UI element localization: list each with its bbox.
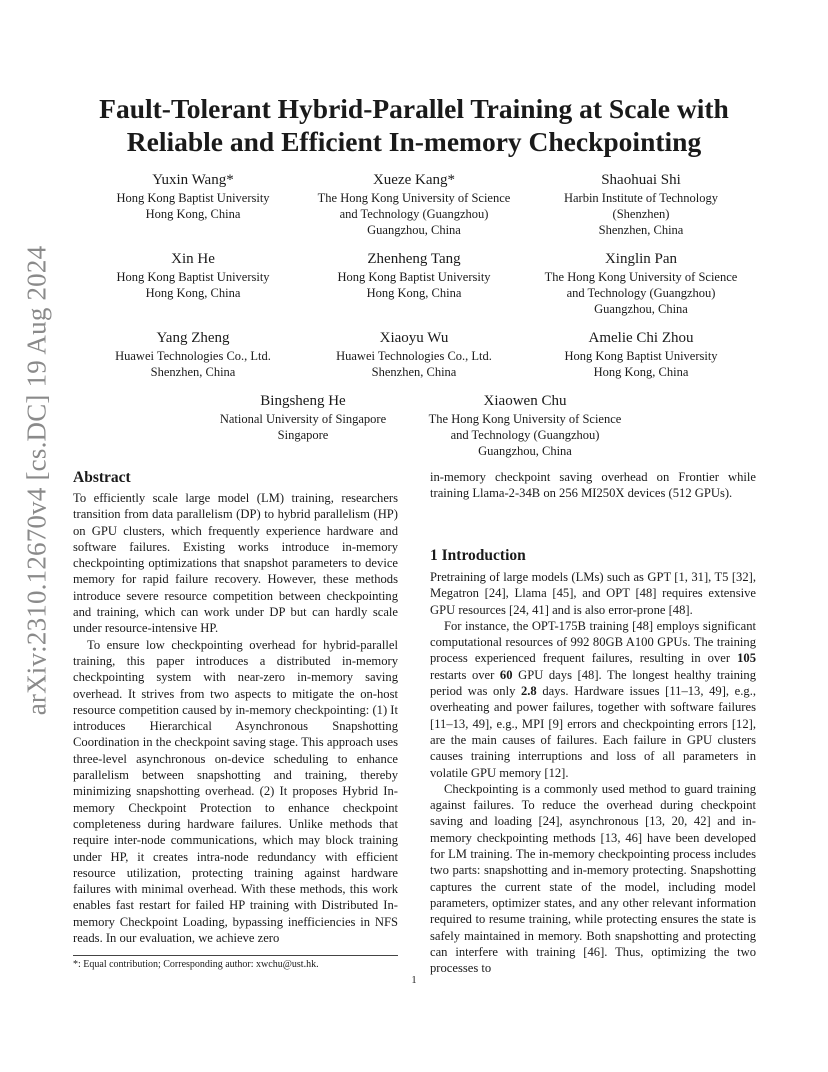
author-affiliation: Singapore [277, 428, 329, 443]
arxiv-identifier: arXiv:2310.12670v4 [cs.DC] 19 Aug 2024 [21, 245, 52, 715]
author-affiliation: Shenzhen, China [150, 365, 236, 380]
introduction-heading: 1 Introduction [430, 547, 526, 564]
author-name: Zhenheng Tang [367, 251, 461, 267]
author-affiliation: Shenzhen, China [371, 365, 457, 380]
author-affiliation: Hong Kong, China [145, 286, 241, 301]
author-affiliation: (Shenzhen) [612, 207, 670, 222]
abstract-paragraph: To efficiently scale large model (LM) training, researchers transition from data parallelism (DP) to hybrid parallelism (HP) on GPU clusters, which frequently experience hardware and software failures. Existing works introduce in-memory checkpointing optimizations that snapshot parameters to device memory for rapid failure recovery. However, these methods introduce severe resource competition between checkpointing and training, which can work under DP but can hardly scale under resource-intensive HP. [73, 491, 398, 636]
author-affiliation: The Hong Kong University of Science [428, 412, 622, 426]
author-name: Xin He [171, 251, 215, 267]
author-block [193, 392, 413, 443]
author-affiliation: Hong Kong, China [145, 207, 241, 222]
author-block [83, 329, 303, 380]
author-affiliation: and Technology (Guangzhou) [450, 428, 600, 443]
title-line: Fault-Tolerant Hybrid-Parallel Training at Scale with [99, 93, 729, 124]
author-affiliation: Harbin Institute of Technology [563, 191, 719, 205]
author-block [526, 329, 756, 380]
abstract-paragraph: in-memory checkpoint saving overhead on Frontier while training Llama-2-34B on 256 MI250X devices (512 GPUs). [430, 470, 756, 501]
author-block [83, 250, 303, 301]
author-affiliation: Hong Kong Baptist University [116, 270, 270, 284]
footnote-rule [73, 955, 398, 956]
author-block [410, 392, 640, 460]
author-name: Xinglin Pan [604, 251, 678, 267]
author-name: Amelie Chi Zhou [588, 330, 694, 346]
author-name: Shaohuai Shi [601, 172, 681, 188]
author-name: Yang Zheng [156, 330, 230, 346]
restart-count: 105 [737, 651, 756, 666]
healthy-days: 2.8 [520, 684, 537, 699]
author-affiliation: National University of Singapore [219, 412, 387, 426]
author-affiliation: Guangzhou, China [367, 223, 461, 238]
paper-title [60, 92, 768, 158]
author-name: Xiaowen Chu [483, 393, 567, 409]
introduction-section [430, 546, 756, 976]
author-affiliation: Hong Kong, China [593, 365, 689, 380]
footnote: *: Equal contribution; Corresponding author: xwchu@ust.hk. [73, 959, 319, 970]
author-affiliation: Shenzhen, China [598, 223, 684, 238]
author-affiliation: Huawei Technologies Co., Ltd. [115, 349, 271, 363]
abstract-paragraph: To ensure low checkpointing overhead for hybrid-parallel training, this paper introduces a distributed in-memory checkpointing system with near-zero in-memory saving overhead. It strives from two aspects to mitigate the on-host resource competition caused by in-memory checkpointing: (1) It introduces Hierarchical Asynchronous Snapshotting Coordination in the checkpoint saving stage. This approach uses three-level asynchronous on-device scheduling to enhance parallelism between snapshotting and training, thereby minimizing snapshotting overhead. (2) It proposes Hybrid In-memory Checkpoint Protection to enhance checkpoint completeness during hardware failures. Unlike methods that require inter-node communications, which may block training under HP, it creates intra-node redundancy with efficient resource utilization, protecting training against hardware failures with minimal overhead. With these methods, this work enables fast restart for failed HP training with Distributed In-memory Checkpoint Loading, bypassing inefficiencies in NFS reads. In our evaluation, we achieve zero [73, 637, 398, 946]
abstract-heading: Abstract [73, 469, 131, 486]
author-affiliation: Guangzhou, China [594, 302, 688, 317]
intro-paragraph: Checkpointing is a commonly used method to guard training against failures. To reduce the overhead during checkpoint saving and loading [24], asynchronous [13, 20, 42] and in-memory checkpointing methods [13, 46] have been developed for LM training. The in-memory checkpointing process includes two parts: snapshotting and in-memory protecting. Snapshotting captures the current state of the model, including model parameters, optimizer states, and any other relevant information required to resume training, while protecting ensures the state is safely maintained in memory. Both snapshotting and protecting can interfere with training [46]. Thus, optimizing the two processes to [430, 781, 756, 976]
author-name: Yuxin Wang* [152, 172, 234, 188]
page-number: 1 [411, 975, 417, 986]
author-block [526, 250, 756, 318]
abstract-continuation [430, 469, 756, 502]
gpu-days: 60 [499, 667, 513, 682]
author-affiliation: Hong Kong Baptist University [337, 270, 491, 284]
author-affiliation: Hong Kong Baptist University [116, 191, 270, 205]
author-name: Xiaoyu Wu [379, 330, 449, 346]
author-block [299, 250, 529, 301]
author-block [299, 171, 529, 239]
title-line: Reliable and Efficient In-memory Checkpointing [126, 126, 702, 157]
arxiv-stamp [21, 245, 52, 715]
author-name: Xueze Kang* [372, 172, 456, 188]
author-affiliation: Guangzhou, China [478, 444, 572, 459]
intro-paragraph: For instance, the OPT-175B training [48] employs significant computational resources of 992 80GB A100 GPUs. The training process experienced frequent failures, resulting in over 105 restarts over 60 GPU days [48]. The longest healthy training period was only 2.8 days. Hardware issues [11–13, 49], e.g., overheating and power failures, together with software failures [11–13, 49], e.g., MPI [9] errors and checkpointing errors [12], are the main causes of failures. Each failure in GPU clusters causes training interruptions and loss of all parameters in volatile GPU memory [12]. [430, 618, 756, 780]
abstract-section [73, 468, 398, 946]
author-affiliation: Huawei Technologies Co., Ltd. [336, 349, 492, 363]
author-block [83, 171, 303, 222]
author-affiliation: and Technology (Guangzhou) [566, 286, 716, 301]
author-block [526, 171, 756, 239]
author-affiliation: The Hong Kong University of Science [317, 191, 511, 205]
intro-paragraph: Pretraining of large models (LMs) such as GPT [1, 31], T5 [32], Megatron [24], Llama [45], and OPT [48] requires extensive GPU resources [24, 41] and is also error-prone [48]. [430, 570, 756, 617]
author-name: Bingsheng He [260, 393, 346, 409]
author-affiliation: and Technology (Guangzhou) [339, 207, 489, 222]
author-affiliation: The Hong Kong University of Science [544, 270, 738, 284]
author-affiliation: Hong Kong, China [366, 286, 462, 301]
author-block [299, 329, 529, 380]
author-affiliation: Hong Kong Baptist University [564, 349, 718, 363]
